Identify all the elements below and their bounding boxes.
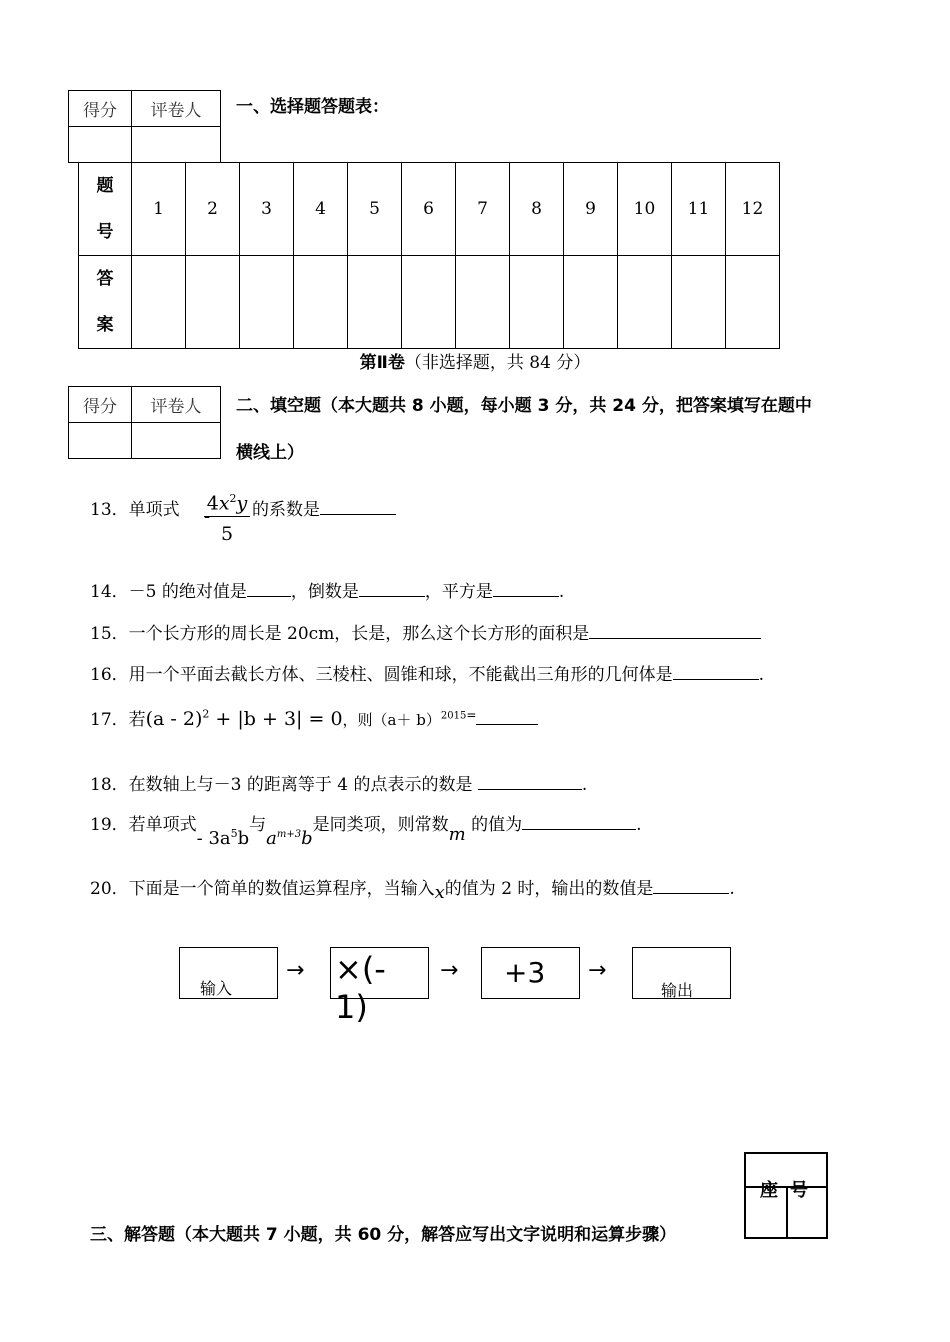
flow-multiply-box — [330, 947, 429, 1026]
question-18: 18．在数轴上与－3 的距离等于 4 的点表示的数是 . — [90, 775, 588, 795]
question-20: 20．下面是一个简单的数值运算程序，当输入x的值为 2 时，输出的数值是 . — [90, 879, 735, 903]
section2-title-line1: 二、填空题（本大题共 8 小题，每小题 3 分，共 24 分，把答案填写在题中 — [236, 396, 812, 416]
q15-blank[interactable] — [589, 622, 761, 639]
question-15: 15．一个长方形的周长是 20cm，长是，那么这个长方形的面积是 — [90, 619, 761, 644]
answer-cell[interactable] — [510, 256, 564, 349]
answer-cell[interactable] — [240, 256, 294, 349]
score-label: 得分 — [69, 387, 132, 423]
part2-title: 第Ⅱ卷（非选择题，共 84 分） — [359, 353, 591, 373]
number-cell: 2 — [186, 163, 240, 256]
number-cell: 10 — [618, 163, 672, 256]
number-cell: 1 — [132, 163, 186, 256]
answer-cell[interactable] — [456, 256, 510, 349]
answer-cell[interactable] — [672, 256, 726, 349]
number-cell: 5 — [348, 163, 402, 256]
q18-blank[interactable] — [478, 773, 582, 790]
answer-table — [78, 162, 780, 349]
flow-arrow-2: → — [440, 958, 459, 983]
seat-label-2: 号 — [790, 1180, 808, 1201]
row-header-answer: 答 案 — [79, 256, 132, 349]
question-16: 16．用一个平面去截长方体、三棱柱、圆锥和球，不能截出三角形的几何体是 . — [90, 665, 765, 685]
flow-add-box — [481, 947, 580, 999]
q13-fraction: $4x^2y$ 5 — [204, 492, 250, 545]
q13-blank[interactable] — [320, 498, 396, 515]
score-cell[interactable] — [69, 423, 132, 459]
question-13: 13．单项式 — [90, 500, 180, 520]
answer-cell[interactable] — [348, 256, 402, 349]
q14-blank-3[interactable] — [493, 580, 559, 597]
section2-title-line2: 横线上） — [236, 443, 304, 463]
answer-cell[interactable] — [186, 256, 240, 349]
flow-arrow-3: → — [588, 958, 607, 983]
answer-table-number-row — [79, 163, 780, 256]
number-cell: 6 — [402, 163, 456, 256]
number-cell: 7 — [456, 163, 510, 256]
q16-blank[interactable] — [673, 663, 759, 680]
number-cell: 8 — [510, 163, 564, 256]
answer-cell[interactable] — [132, 256, 186, 349]
flow-add-label: +3 — [504, 956, 546, 989]
number-cell: 12 — [726, 163, 780, 256]
score-box-1 — [68, 90, 221, 163]
answer-cell[interactable] — [402, 256, 456, 349]
answer-cell[interactable] — [618, 256, 672, 349]
number-cell: 3 — [240, 163, 294, 256]
grader-label: 评卷人 — [132, 387, 221, 423]
answer-cell[interactable] — [294, 256, 348, 349]
grader-cell[interactable] — [132, 127, 221, 163]
flow-input-label: 输入 — [200, 979, 233, 998]
question-17: 17．若(a - 2)$^2$ + |b + 3| = 0，则$(a+ b)^{2015=}$ — [90, 705, 538, 730]
answer-cell[interactable] — [564, 256, 618, 349]
q14-blank-2[interactable] — [359, 580, 425, 597]
section1-title: 一、选择题答题表： — [236, 97, 389, 117]
number-cell: 11 — [672, 163, 726, 256]
flow-arrow-1: → — [286, 958, 305, 983]
flow-output-label: 输出 — [661, 981, 694, 1000]
score-box-2 — [68, 386, 221, 459]
q17-blank[interactable] — [476, 708, 538, 725]
flow-input-box — [179, 947, 278, 999]
seat-number-box[interactable] — [744, 1152, 828, 1239]
flow-multiply-label: ×(- 1) — [335, 950, 386, 1026]
answer-cell[interactable] — [726, 256, 780, 349]
grader-cell[interactable] — [132, 423, 221, 459]
question-14: 14．－5 的绝对值是 ，倒数是 ，平方是 . — [90, 582, 565, 602]
q19-blank[interactable] — [522, 813, 636, 830]
answer-table-answer-row — [79, 256, 780, 349]
section3-title: 三、解答题（本大题共 7 小题，共 60 分，解答应写出文字说明和运算步骤） — [90, 1225, 677, 1245]
q20-blank[interactable] — [653, 877, 729, 894]
score-cell[interactable] — [69, 127, 132, 163]
q14-blank-1[interactable] — [247, 580, 291, 597]
number-cell: 4 — [294, 163, 348, 256]
q13-minus: - — [204, 506, 211, 527]
seat-label-1: 座 — [760, 1180, 778, 1201]
number-cell: 9 — [564, 163, 618, 256]
q13-tail: 的系数是 — [252, 495, 396, 520]
flow-output-box — [632, 947, 731, 999]
score-label: 得分 — [69, 91, 132, 127]
grader-label: 评卷人 — [132, 91, 221, 127]
question-19: 19．若单项式- $3a^5b$与$a^{m+3}b$是同类项，则常数m 的值为 . — [90, 815, 642, 849]
row-header-number: 题 号 — [79, 163, 132, 256]
